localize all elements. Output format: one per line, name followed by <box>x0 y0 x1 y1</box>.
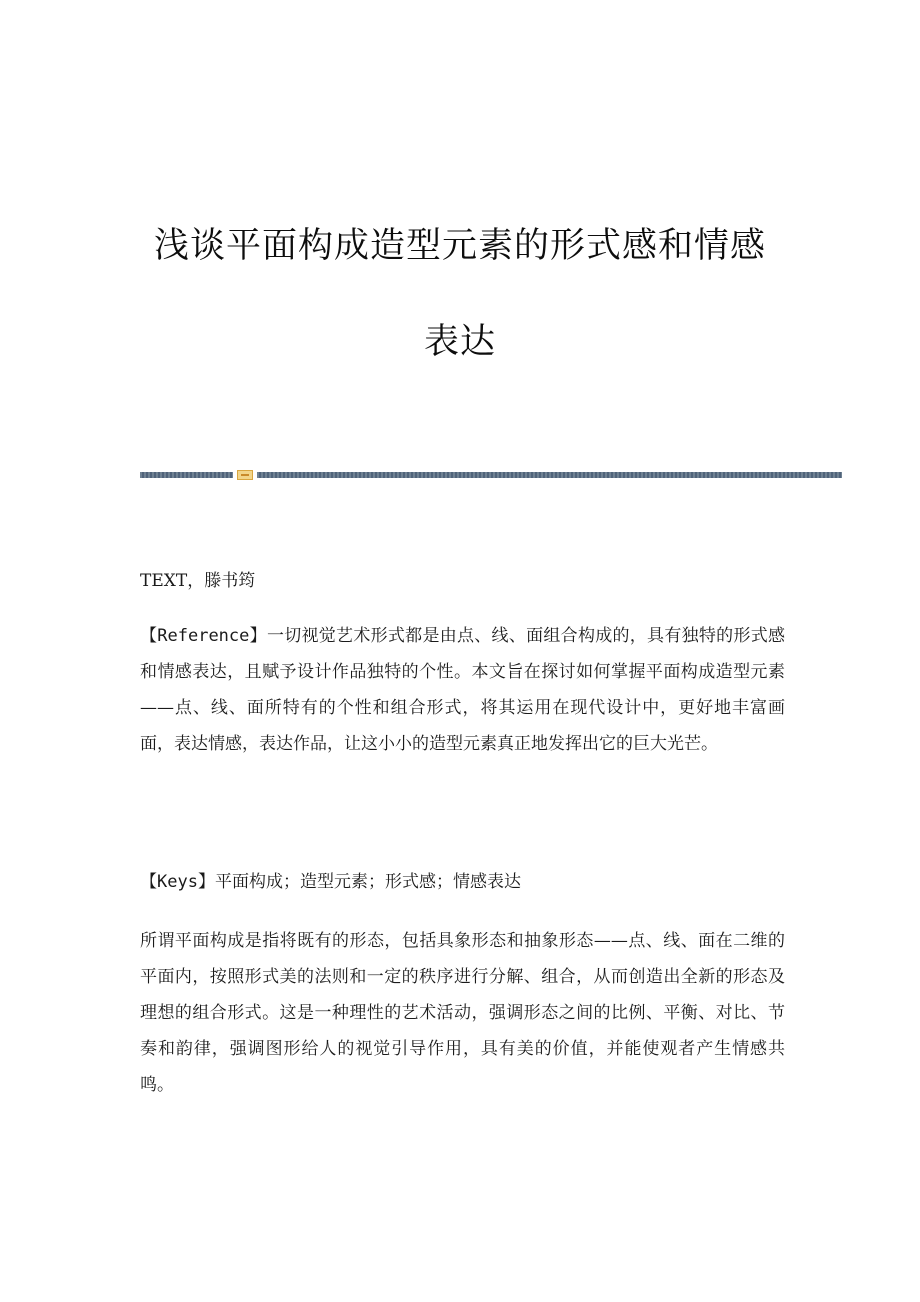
keywords-line <box>140 864 785 900</box>
divider-ornament-icon <box>237 470 253 480</box>
divider-bar-right <box>257 472 842 478</box>
abstract-paragraph <box>140 618 785 762</box>
document-title-line-1: 浅谈平面构成造型元素的形式感和情感 <box>153 226 766 266</box>
keywords-text: 平面构成；造型元素；形式感；情感表达 <box>214 872 521 892</box>
body-paragraph-1: 所谓平面构成是指将既有的形态，包括具象形态和抽象形态——点、线、面在二维的平面内，按照形式美的法则和一定的秩序进行分解、组合，从而创造出全新的形态及理想的组合形式。这是一种理性的艺术活动，强调形态之间的比例、平衡、对比、节奏和韵律，强调图形给人的视觉引导作用，具有美的价值，并能使观者产生情感共鸣。 <box>140 931 785 1095</box>
title-divider <box>140 470 842 480</box>
abstract-text: 一切视觉艺术形式都是由点、线、面组合构成的，具有独特的形式感和情感表达，且赋予设计作品独特的个性。本文旨在探讨如何掌握平面构成造型元素——点、线、面所特有的个性和组合形式，将其运用在现代设计中，更好地丰富画面，表达情感，表达作品，让这小小的造型元素真正地发挥出它的巨大光芒。 <box>140 626 785 754</box>
divider-bar-left <box>140 472 233 478</box>
keywords-label: 【Keys】 <box>140 872 215 892</box>
document-title-line-2: 表达 <box>423 322 496 362</box>
abstract-label: 【Reference】 <box>140 626 267 646</box>
author-line: TEXT，滕书筠 <box>140 571 256 591</box>
